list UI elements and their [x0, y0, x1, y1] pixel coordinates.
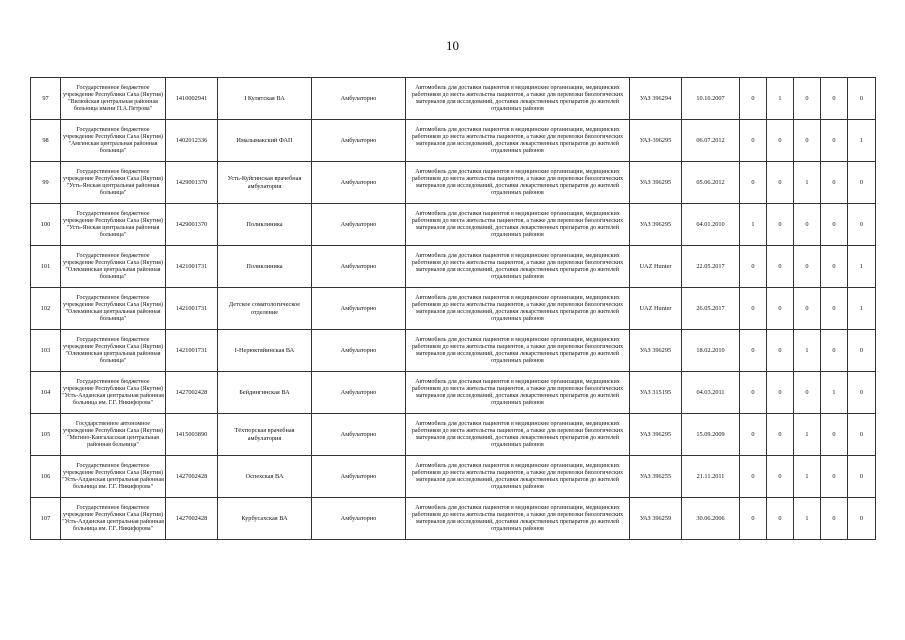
code-cell: 1410002941 — [166, 78, 218, 120]
date-cell: 04.01.2010 — [682, 204, 740, 246]
vehicle-table — [30, 77, 876, 540]
table-row — [31, 288, 876, 330]
purpose-cell: Автомобиль для доставки пациентов в медицинские организации, медицинских работников до места жительства пациентов, а также для перевозки биологических материалов для исследований, доставки лекарственных препаратов до жителей отдаленных районов — [406, 498, 630, 540]
organization-cell: Государственное бюджетное учреждение Республики Саха (Якутия) "Усть-Алданская центральная районная больница им. Г.Г. Никифорова" — [61, 498, 166, 540]
row-number-cell: 104 — [31, 372, 61, 414]
care-type-cell: Амбулаторно — [312, 288, 406, 330]
unit-cell: Ималымакский ФАП — [218, 120, 312, 162]
care-type-cell: Амбулаторно — [312, 498, 406, 540]
purpose-cell: Автомобиль для доставки пациентов в медицинские организации, медицинских работников до места жительства пациентов, а также для перевозки биологических материалов для исследований, доставки лекарственных препаратов до жителей отдаленных районов — [406, 162, 630, 204]
organization-cell: Государственное бюджетное учреждение Республики Саха (Якутия) "Олекминская центральная районная больница" — [61, 288, 166, 330]
count-cell-4: 0 — [821, 414, 848, 456]
table-row — [31, 414, 876, 456]
count-cell-4: 0 — [821, 330, 848, 372]
unit-cell: Усть-Куйгинская врачебная амбулатория — [218, 162, 312, 204]
unit-cell: Поликлиника — [218, 204, 312, 246]
care-type-cell: Амбулаторно — [312, 246, 406, 288]
date-cell: 26.05.2017 — [682, 288, 740, 330]
code-cell: 1429001370 — [166, 204, 218, 246]
count-cell-5: 0 — [848, 330, 876, 372]
table-row — [31, 456, 876, 498]
count-cell-2: 0 — [767, 372, 794, 414]
count-cell-1: 0 — [740, 456, 767, 498]
vehicle-model-cell: УАЗ 315195 — [630, 372, 682, 414]
count-cell-2: 0 — [767, 288, 794, 330]
count-cell-1: 1 — [740, 204, 767, 246]
code-cell: 1429001370 — [166, 162, 218, 204]
count-cell-5: 0 — [848, 414, 876, 456]
count-cell-2: 0 — [767, 204, 794, 246]
vehicle-model-cell: УАЗ 396259 — [630, 498, 682, 540]
count-cell-3: 0 — [794, 372, 821, 414]
count-cell-2: 0 — [767, 246, 794, 288]
count-cell-1: 0 — [740, 498, 767, 540]
vehicle-model-cell: УАЗ 396295 — [630, 162, 682, 204]
count-cell-1: 0 — [740, 288, 767, 330]
table-row — [31, 498, 876, 540]
unit-cell: Поликлиника — [218, 246, 312, 288]
purpose-cell: Автомобиль для доставки пациентов в медицинские организации, медицинских работников до места жительства пациентов, а также для перевозки биологических материалов для исследований, доставки лекарственных препаратов до жителей отдаленных районов — [406, 456, 630, 498]
row-number-cell: 100 — [31, 204, 61, 246]
row-number-cell: 106 — [31, 456, 61, 498]
count-cell-2: 0 — [767, 456, 794, 498]
count-cell-3: 0 — [794, 204, 821, 246]
code-cell: 1427002428 — [166, 456, 218, 498]
code-cell: 1421001731 — [166, 288, 218, 330]
care-type-cell: Амбулаторно — [312, 456, 406, 498]
purpose-cell: Автомобиль для доставки пациентов в медицинские организации, медицинских работников до места жительства пациентов, а также для перевозки биологических материалов для исследований, доставки лекарственных препаратов до жителей отдаленных районов — [406, 372, 630, 414]
unit-cell: Оспехская ВА — [218, 456, 312, 498]
code-cell: 1421001731 — [166, 330, 218, 372]
date-cell: 05.06.2012 — [682, 162, 740, 204]
code-cell: 1427002428 — [166, 372, 218, 414]
count-cell-2: 0 — [767, 162, 794, 204]
organization-cell: Государственное бюджетное учреждение Республики Саха (Якутия) "Амгинская центральная районная больница" — [61, 120, 166, 162]
date-cell: 06.07.2012 — [682, 120, 740, 162]
count-cell-5: 0 — [848, 162, 876, 204]
row-number-cell: 103 — [31, 330, 61, 372]
date-cell: 18.02.2010 — [682, 330, 740, 372]
table-row — [31, 78, 876, 120]
count-cell-1: 0 — [740, 372, 767, 414]
vehicle-model-cell: UAZ Hunter — [630, 246, 682, 288]
count-cell-1: 0 — [740, 78, 767, 120]
count-cell-4: 0 — [821, 246, 848, 288]
count-cell-1: 0 — [740, 120, 767, 162]
organization-cell: Государственное бюджетное учреждение Республики Саха (Якутия) "Олекминская центральная районная больница" — [61, 246, 166, 288]
count-cell-5: 0 — [848, 78, 876, 120]
count-cell-1: 0 — [740, 246, 767, 288]
count-cell-5: 0 — [848, 498, 876, 540]
organization-cell: Государственное бюджетное учреждение Республики Саха (Якутия) "Усть-Янская центральная районная больница" — [61, 162, 166, 204]
date-cell: 21.11.2011 — [682, 456, 740, 498]
code-cell: 1415003890 — [166, 414, 218, 456]
count-cell-1: 0 — [740, 414, 767, 456]
table-row — [31, 372, 876, 414]
unit-cell: I-Нерюктяйинская ВА — [218, 330, 312, 372]
unit-cell: Курбусахская ВА — [218, 498, 312, 540]
organization-cell: Государственное автономное учреждение Республики Саха (Якутия) "Мегино-Кангаласская центральная районная больница" — [61, 414, 166, 456]
count-cell-1: 0 — [740, 162, 767, 204]
count-cell-3: 1 — [794, 414, 821, 456]
purpose-cell: Автомобиль для доставки пациентов в медицинские организации, медицинских работников до места жительства пациентов, а также для перевозки биологических материалов для исследований, доставки лекарственных препаратов до жителей отдаленных районов — [406, 78, 630, 120]
purpose-cell: Автомобиль для доставки пациентов в медицинские организации, медицинских работников до места жительства пациентов, а также для перевозки биологических материалов для исследований, доставки лекарственных препаратов до жителей отдаленных районов — [406, 330, 630, 372]
vehicle-model-cell: УАЗ 396295 — [630, 414, 682, 456]
vehicle-model-cell: UAZ Hunter — [630, 288, 682, 330]
count-cell-4: 0 — [821, 204, 848, 246]
vehicle-model-cell: УАЗ 396295 — [630, 330, 682, 372]
row-number-cell: 99 — [31, 162, 61, 204]
count-cell-3: 1 — [794, 456, 821, 498]
count-cell-1: 0 — [740, 330, 767, 372]
care-type-cell: Амбулаторно — [312, 78, 406, 120]
code-cell: 1427002428 — [166, 498, 218, 540]
purpose-cell: Автомобиль для доставки пациентов в медицинские организации, медицинских работников до места жительства пациентов, а также для перевозки биологических материалов для исследований, доставки лекарственных препаратов до жителей отдаленных районов — [406, 120, 630, 162]
code-cell: 1402012336 — [166, 120, 218, 162]
unit-cell: I Кулятская ВА — [218, 78, 312, 120]
date-cell: 22.05.2017 — [682, 246, 740, 288]
count-cell-2: 1 — [767, 78, 794, 120]
count-cell-3: 0 — [794, 288, 821, 330]
table-row — [31, 204, 876, 246]
organization-cell: Государственное бюджетное учреждение Республики Саха (Якутия) "Усть-Алданская центральная районная больница им. Г.Г. Никифорова" — [61, 456, 166, 498]
count-cell-5: 0 — [848, 204, 876, 246]
care-type-cell: Амбулаторно — [312, 330, 406, 372]
row-number-cell: 105 — [31, 414, 61, 456]
count-cell-2: 0 — [767, 414, 794, 456]
row-number-cell: 107 — [31, 498, 61, 540]
count-cell-3: 0 — [794, 78, 821, 120]
count-cell-4: 0 — [821, 78, 848, 120]
table-row — [31, 330, 876, 372]
count-cell-3: 0 — [794, 246, 821, 288]
page-number: 10 — [446, 38, 459, 53]
unit-cell: Бейдингинская ВА — [218, 372, 312, 414]
count-cell-3: 0 — [794, 120, 821, 162]
purpose-cell: Автомобиль для доставки пациентов в медицинские организации, медицинских работников до места жительства пациентов, а также для перевозки биологических материалов для исследований, доставки лекарственных препаратов до жителей отдаленных районов — [406, 246, 630, 288]
table-row — [31, 162, 876, 204]
row-number-cell: 98 — [31, 120, 61, 162]
count-cell-5: 0 — [848, 456, 876, 498]
row-number-cell: 102 — [31, 288, 61, 330]
organization-cell: Государственное бюджетное учреждение Республики Саха (Якутия) "Олекминская центральная районная больница" — [61, 330, 166, 372]
table-row — [31, 246, 876, 288]
count-cell-5: 1 — [848, 288, 876, 330]
date-cell: 30.06.2006 — [682, 498, 740, 540]
care-type-cell: Амбулаторно — [312, 162, 406, 204]
purpose-cell: Автомобиль для доставки пациентов в медицинские организации, медицинских работников до места жительства пациентов, а также для перевозки биологических материалов для исследований, доставки лекарственных препаратов до жителей отдаленных районов — [406, 288, 630, 330]
count-cell-5: 1 — [848, 120, 876, 162]
count-cell-2: 0 — [767, 120, 794, 162]
organization-cell: Государственное бюджетное учреждение Республики Саха (Якутия) "Вилюйская центральная районная больница имени П.А.Петрова" — [61, 78, 166, 120]
care-type-cell: Амбулаторно — [312, 120, 406, 162]
count-cell-2: 0 — [767, 498, 794, 540]
vehicle-model-cell: УАЗ 396255 — [630, 456, 682, 498]
care-type-cell: Амбулаторно — [312, 372, 406, 414]
purpose-cell: Автомобиль для доставки пациентов в медицинские организации, медицинских работников до места жительства пациентов, а также для перевозки биологических материалов для исследований, доставки лекарственных препаратов до жителей отдаленных районов — [406, 204, 630, 246]
organization-cell: Государственное бюджетное учреждение Республики Саха (Якутия) "Усть-Алданская центральная районная больница им. Г.Г. Никифорова" — [61, 372, 166, 414]
count-cell-2: 0 — [767, 330, 794, 372]
vehicle-model-cell: УАЗ-396295 — [630, 120, 682, 162]
date-cell: 10.10.2007 — [682, 78, 740, 120]
unit-cell: Тёхтюрская врачебная амбулатория — [218, 414, 312, 456]
date-cell: 15.09.2009 — [682, 414, 740, 456]
care-type-cell: Амбулаторно — [312, 204, 406, 246]
count-cell-4: 0 — [821, 456, 848, 498]
organization-cell: Государственное бюджетное учреждение Республики Саха (Якутия) "Усть-Янская центральная районная больница" — [61, 204, 166, 246]
purpose-cell: Автомобиль для доставки пациентов в медицинские организации, медицинских работников до места жительства пациентов, а также для перевозки биологических материалов для исследований, доставки лекарственных препаратов до жителей отдаленных районов — [406, 414, 630, 456]
date-cell: 04.03.2011 — [682, 372, 740, 414]
count-cell-5: 1 — [848, 246, 876, 288]
vehicle-model-cell: УАЗ 396294 — [630, 78, 682, 120]
count-cell-4: 1 — [821, 372, 848, 414]
row-number-cell: 97 — [31, 78, 61, 120]
count-cell-3: 1 — [794, 162, 821, 204]
count-cell-5: 0 — [848, 372, 876, 414]
code-cell: 1421001731 — [166, 246, 218, 288]
row-number-cell: 101 — [31, 246, 61, 288]
vehicle-model-cell: УАЗ 396295 — [630, 204, 682, 246]
count-cell-4: 0 — [821, 498, 848, 540]
table-row — [31, 120, 876, 162]
count-cell-4: 0 — [821, 120, 848, 162]
table-body — [31, 78, 876, 540]
count-cell-4: 0 — [821, 288, 848, 330]
count-cell-3: 1 — [794, 330, 821, 372]
count-cell-3: 1 — [794, 498, 821, 540]
unit-cell: Детское соматологическое отделение — [218, 288, 312, 330]
count-cell-4: 0 — [821, 162, 848, 204]
care-type-cell: Амбулаторно — [312, 414, 406, 456]
